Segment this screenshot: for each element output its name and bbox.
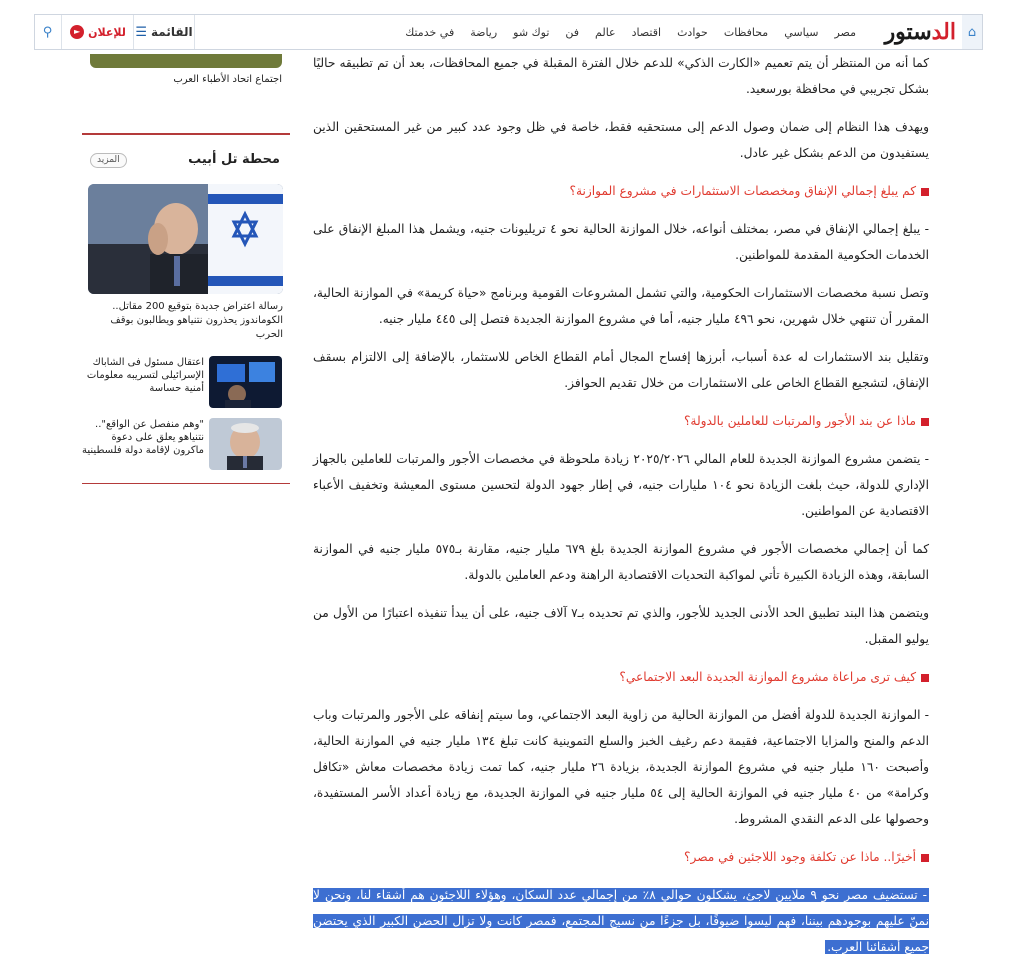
section-divider: [82, 133, 290, 135]
section-header: [88, 150, 284, 172]
bullet-square-icon: [921, 674, 929, 682]
nav-item[interactable]: سياسي: [784, 25, 819, 39]
site-logo[interactable]: الد ستور: [884, 19, 956, 45]
article-paragraph: ويتضمن هذا البند تطبيق الحد الأدنى الجديد للأجور، والذي تم تحديده بـ٧ آلاف جنيه، على أن يبدأ تنفيذه اعتبارًا من الأول من يوليو المقبل.: [313, 606, 929, 646]
article-question: [313, 664, 929, 690]
more-button[interactable]: المزيد: [90, 153, 127, 168]
article-body: [313, 50, 929, 972]
nav-item[interactable]: حوادث: [677, 25, 708, 39]
nav-item[interactable]: مصر: [834, 25, 856, 39]
top-article-caption[interactable]: اجتماع اتحاد الأطباء العرب: [173, 74, 282, 85]
nav-item[interactable]: رياضة: [470, 25, 498, 39]
question-text: ماذا عن بند الأجور والمرتبات للعاملين بالدولة؟: [683, 414, 916, 428]
nav-item[interactable]: اقتصاد: [631, 25, 662, 39]
bullet-square-icon: [921, 188, 929, 196]
top-article-thumbnail[interactable]: [90, 54, 282, 68]
article-paragraph: - الموازنة الجديدة للدولة أفضل من الموازنة الحالية من زاوية البعد الاجتماعي، وما سيتم إنفاقه على الأجور والمرتبات وباب الدعم والمنح والمزايا الاجتماعية، فقيمة دعم رغيف الخبز والسلع التموينية كانت تبلغ ١٣٤ مليار جنيه في الموازنة الحالية، وأصبحت ١٦٠ مليار جنيه في مشروع الموازنة الجديدة، بزيادة ٢٦ مليار جنيه، كما تمت زيادة مخصصات معاش «تكافل وكرامة» من ٤٠ مليار جنيه في الموازنة الحالية إلى ٥٤ مليار جنيه في الموازنة الجديدة، مع زيادة أعداد الأسر المستفيدة، وحصولها على الدعم النقدي المشروط.: [313, 708, 930, 826]
section-title[interactable]: محطة تل أبيب: [188, 152, 280, 167]
article-paragraph: - يتضمن مشروع الموازنة الجديدة للعام المالي ٢٠٢٥/٢٠٢٦ زيادة ملحوظة في مخصصات الأجور والمرتبات للعاملين بالجهاز الإداري للدولة، حيث بلغت الزيادة نحو ١٠٤ مليارات جنيه، في إطار جهود الدولة لتحسين مستوى المعيشة وتخفيف الأعباء الاقتصادية عن المواطنين.: [313, 452, 929, 518]
nav-item[interactable]: عالم: [595, 25, 616, 39]
article-paragraph-selected: [313, 882, 929, 960]
main-news-caption[interactable]: رسالة اعتراض جديدة بتوقيع 200 مقاتل.. الكوماندوز يحذرون نتنياهو ويطالبون بوقف الحرب: [110, 301, 283, 340]
home-icon[interactable]: ⌂: [962, 15, 982, 49]
nav-item[interactable]: محافظات: [723, 25, 769, 39]
top-navbar: [34, 14, 983, 50]
nav-item[interactable]: توك شو: [513, 25, 550, 39]
article-paragraph: وتقليل بند الاستثمارات له عدة أسباب، أبرزها إفساح المجال أمام القطاع الخاص للاستثمار، بالإضافة إلى الالتزام بسقف الإنفاق، لتشجيع القطاع الخاص على الاستثمارات من خلال تقديم الحوافز.: [313, 350, 929, 390]
question-text: كم يبلغ إجمالي الإنفاق ومخصصات الاستثمارات في مشروع الموازنة؟: [569, 184, 916, 198]
article-paragraph: - يبلغ إجمالي الإنفاق في مصر، بمختلف أنواعه، خلال الموازنة الحالية نحو ٤ تريليونات جنيه، ويشمل هذا المبلغ الإنفاق على الخدمات الحكومية المقدمة للمواطنين.: [313, 222, 929, 262]
article-question: [313, 408, 929, 434]
nav-item[interactable]: في خدمتك: [405, 25, 455, 39]
news-item[interactable]: [82, 418, 282, 472]
selected-text: - تستضيف مصر نحو ٩ ملايين لاجئ، يشكلون حوالي ٨٪ من إجمالي عدد السكان، وهؤلاء اللاجئون هم أشقاء لنا، ونحن لا نمنّ عليهم بوجودهم بيننا، فهم ليسوا ضيوفًا، بل جزءًا من نسيج المجتمع، فمصر كانت ولا تزال الحضن الكبير الذي يحتضن جميع أشقائنا العرب.: [313, 888, 929, 954]
menu-button[interactable]: ☰ القائمة: [133, 15, 195, 49]
news-item-caption[interactable]: "وهم منفصل عن الواقع".. نتنياهو يعلق على دعوة ماكرون لإقامة دولة فلسطينية: [82, 419, 204, 456]
main-news-photo[interactable]: [88, 184, 283, 294]
nav-menu: [397, 15, 864, 49]
question-text: كيف ترى مراعاة مشروع الموازنة الجديدة البعد الاجتماعي؟: [619, 670, 916, 684]
bullet-square-icon: [921, 854, 929, 862]
hamburger-icon: ☰: [135, 24, 148, 40]
ads-button[interactable]: ► للإعلان: [61, 15, 134, 49]
article-paragraph: كما أن إجمالي مخصصات الأجور في مشروع الموازنة الجديدة بلغ ٦٧٩ مليار جنيه، مقارنة بـ٥٧٥ مليار جنيه في الموازنة السابقة، وهذه الزيادة الكبيرة تأتي لمواكبة التحديات الاقتصادية الراهنة ودعم العاملين بالدولة.: [313, 542, 929, 582]
article-paragraph: ويهدف هذا النظام إلى ضمان وصول الدعم إلى مستحقيه فقط، خاصة في ظل وجود عدد كبير من غير المستحقين الذين يستفيدون من الدعم بشكل غير عادل.: [313, 120, 929, 160]
article-paragraph: وتصل نسبة مخصصات الاستثمارات الحكومية، والتي تشمل المشروعات القومية وبرنامج «حياة كريمة» في الموازنة الحالية، المقرر أن تنتهي خلال شهرين، نحو ٤٩٦ مليار جنيه، أما في مشروع الموازنة الجديدة فتصل إلى ٤٤٥ مليار جنيه.: [313, 286, 929, 326]
news-item-photo[interactable]: [209, 418, 282, 470]
news-item[interactable]: [82, 356, 282, 410]
news-item-photo[interactable]: [209, 356, 282, 408]
question-text: أخيرًا.. ماذا عن تكلفة وجود اللاجئين في مصر؟: [684, 850, 916, 864]
article-question: [313, 178, 929, 204]
news-item-caption[interactable]: اعتقال مسئول فى الشاباك الإسرائيلى لتسريبه معلومات أمنية حساسة: [86, 357, 204, 394]
sidebar-divider: [82, 483, 290, 484]
search-icon[interactable]: ⚲: [42, 24, 53, 40]
megaphone-icon: ►: [70, 25, 84, 39]
article-paragraph: كما أنه من المنتظر أن يتم تعميم «الكارت الذكي» للدعم خلال الفترة المقبلة في جميع المحافظات، بعد أن تم تطبيقه حاليًا بشكل تجريبي في محافظة بورسعيد.: [313, 56, 929, 96]
bullet-square-icon: [921, 418, 929, 426]
article-question: [313, 844, 929, 870]
nav-item[interactable]: فن: [565, 25, 580, 39]
